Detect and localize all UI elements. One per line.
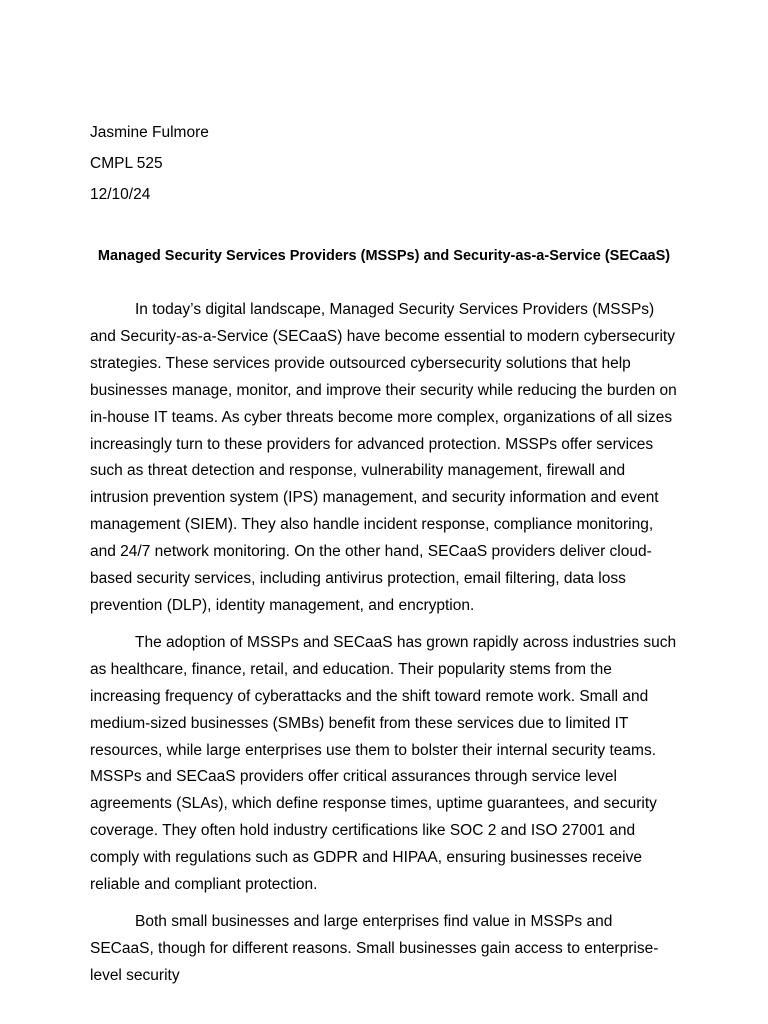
author-name: Jasmine Fulmore bbox=[90, 124, 209, 141]
body-paragraph: In today’s digital landscape, Managed Security Services Providers (MSSPs) and Security-as-a-Service (SECaaS) have become essential to modern cybersecurity strategies. These services provide outsourced cybersecurity solutions that help businesses manage, monitor, and improve their security while reducing the burden on in-house IT teams. As cyber threats become more complex, organizations of all sizes increasingly turn to these providers for advanced protection. MSSPs offer services such as threat detection and response, vulnerability management, firewall and intrusion prevention system (IPS) management, and security information and event management (SIEM). They also handle incident response, compliance monitoring, and 24/7 network monitoring. On the other hand, SECaaS providers deliver cloud-based security services, including antivirus protection, email filtering, data loss prevention (DLP), identity management, and encryption. bbox=[90, 301, 677, 614]
body-paragraph: Both small businesses and large enterprises find value in MSSPs and SECaaS, though for different reasons. Small businesses gain access to enterprise-level security bbox=[90, 912, 659, 984]
document-title: Managed Security Services Providers (MSSPs) and Security-as-a-Service (SECaaS) bbox=[97, 248, 671, 264]
document-body bbox=[90, 297, 678, 1000]
course-code: CMPL 525 bbox=[90, 155, 163, 172]
document-date: 12/10/24 bbox=[90, 186, 151, 203]
body-paragraph: The adoption of MSSPs and SECaaS has grown rapidly across industries such as healthcare, finance, retail, and education. Their popularity stems from the increasing frequency of cyberattacks and the shift toward remote work. Small and medium-sized businesses (SMBs) benefit from these services due to limited IT resources, while large enterprises use them to bolster their internal security teams. MSSPs and SECaaS providers offer critical assurances through service level agreements (SLAs), which define response times, uptime guarantees, and security coverage. They often hold industry certifications like SOC 2 and ISO 27001 and comply with regulations such as GDPR and HIPAA, ensuring businesses receive reliable and compliant protection. bbox=[90, 633, 677, 894]
